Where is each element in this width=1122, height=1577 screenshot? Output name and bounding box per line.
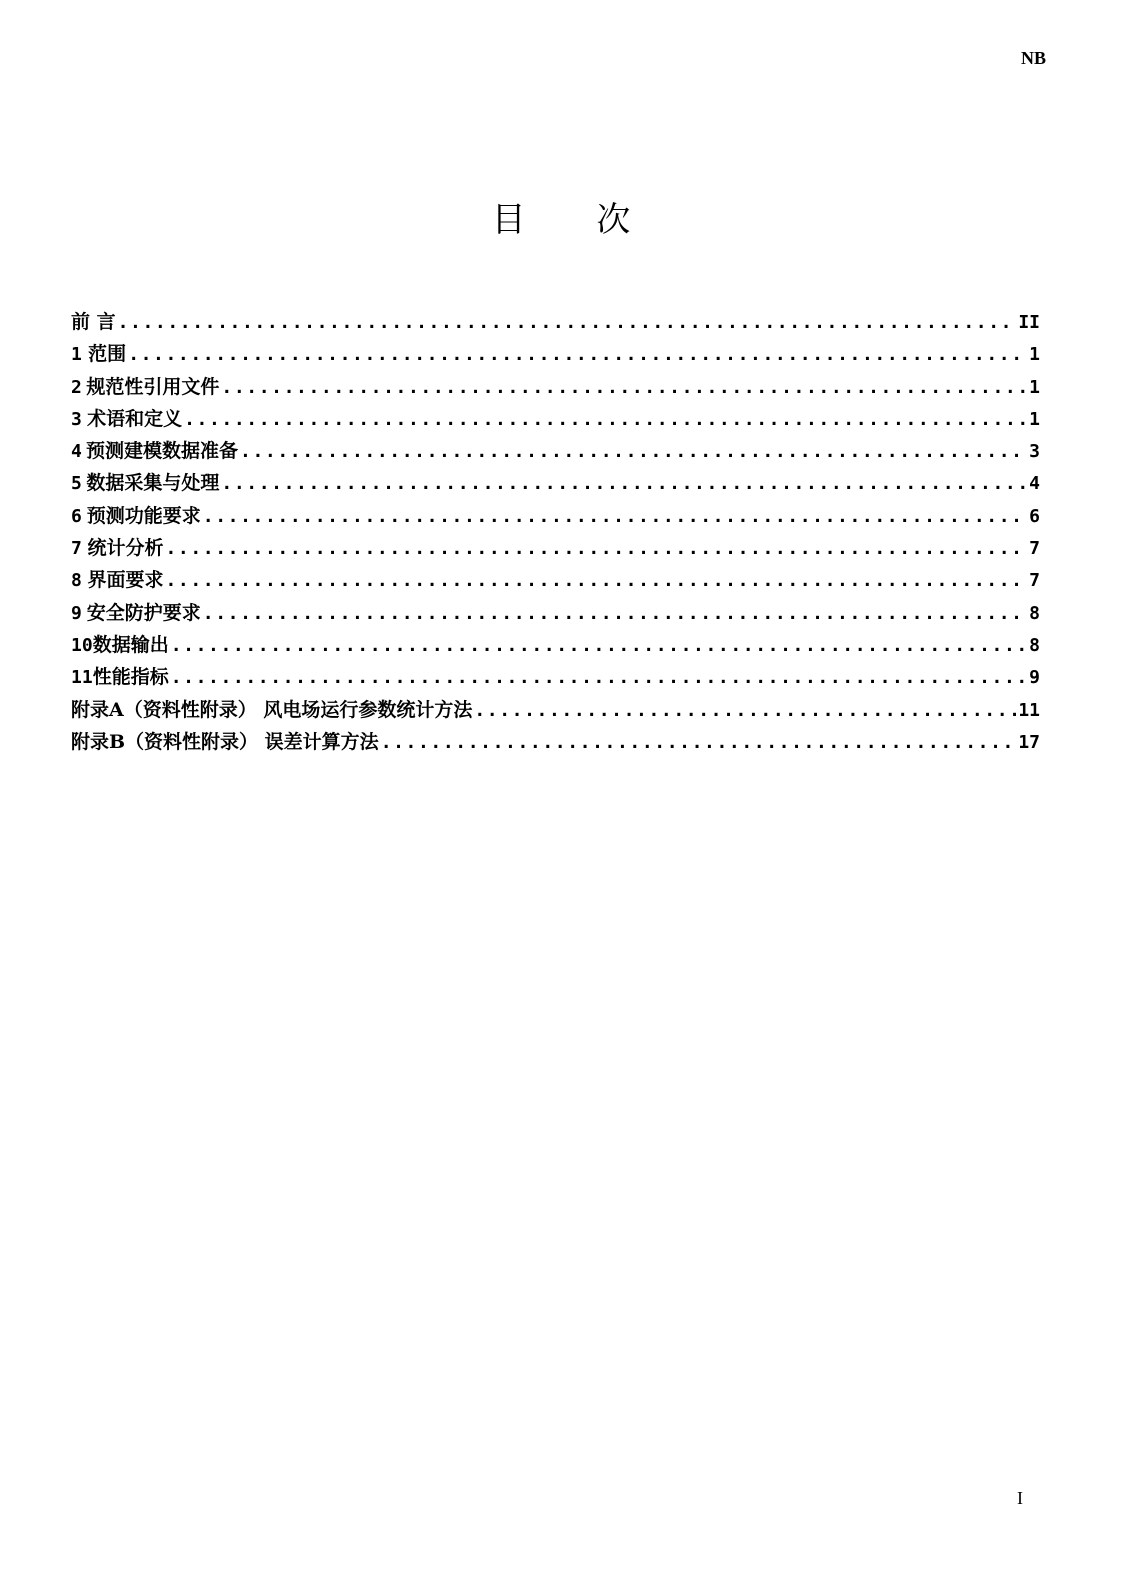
toc-entry-text: 术语和定义: [87, 407, 183, 430]
toc-leader-dots: [221, 468, 1027, 500]
toc-entry-page: 3: [1029, 441, 1040, 463]
toc-entry-2[interactable]: [71, 371, 1040, 403]
toc-list: [71, 306, 1040, 758]
toc-entry-3[interactable]: [71, 403, 1040, 435]
toc-entry-4[interactable]: [71, 435, 1040, 467]
toc-entry-appendix-b[interactable]: [71, 726, 1040, 758]
toc-entry-page: 11: [1018, 699, 1040, 721]
toc-leader-dots: [165, 533, 1027, 565]
toc-entry-text: 规范性引用文件: [86, 375, 220, 398]
toc-entry-number: 1: [71, 344, 82, 366]
toc-leader-dots: [165, 565, 1027, 597]
toc-entry-text: 附录A（资料性附录） 风电场运行参数统计方法: [71, 698, 473, 721]
toc-leader-dots: [240, 436, 1027, 468]
toc-entry-5[interactable]: [71, 467, 1040, 499]
toc-entry-page: 9: [1029, 667, 1040, 689]
toc-entry-number: 4: [71, 441, 82, 463]
toc-entry-number: 9: [71, 602, 82, 624]
toc-leader-dots: [184, 404, 1027, 436]
toc-entry-10[interactable]: [71, 629, 1040, 661]
toc-entry-text: 界面要求: [87, 569, 164, 592]
toc-entry-number: 8: [71, 570, 82, 592]
toc-entry-text: 前 言: [71, 311, 116, 333]
toc-entry-6[interactable]: [71, 500, 1040, 532]
toc-entry-page: 8: [1029, 602, 1040, 624]
toc-entry-text: 范围: [88, 343, 127, 366]
toc-leader-dots: [171, 630, 1027, 662]
toc-entry-number: 6: [71, 505, 82, 527]
toc-entry-number: 5: [71, 473, 82, 495]
toc-entry-1[interactable]: [71, 338, 1040, 370]
toc-entry-text: 预测功能要求: [86, 504, 201, 527]
toc-entry-number: 10: [71, 634, 93, 656]
toc-title: 目 次: [491, 200, 661, 240]
toc-leader-dots: [381, 727, 1017, 759]
toc-entry-appendix-a[interactable]: [71, 694, 1040, 726]
toc-entry-7[interactable]: [71, 532, 1040, 564]
toc-entry-number: 2: [71, 376, 82, 398]
toc-leader-dots: [474, 695, 1016, 727]
toc-entry-text: 预测建模数据准备: [86, 440, 239, 463]
toc-leader-dots: [203, 598, 1027, 630]
toc-entry-text: 数据采集与处理: [86, 472, 220, 495]
toc-entry-text: 附录B（资料性附录） 误差计算方法: [71, 730, 379, 753]
page-number: I: [1017, 1488, 1023, 1508]
toc-entry-page: II: [1018, 312, 1040, 333]
toc-entry-page: 1: [1029, 408, 1040, 430]
toc-leader-dots: [128, 339, 1027, 371]
toc-entry-page: 1: [1029, 344, 1040, 366]
toc-entry-page: 7: [1029, 538, 1040, 560]
toc-entry-page: 4: [1029, 473, 1040, 495]
toc-leader-dots: [221, 372, 1027, 404]
toc-entry-text: 安全防护要求: [86, 601, 201, 624]
toc-leader-dots: [171, 662, 1027, 694]
toc-entry-page: 8: [1029, 634, 1040, 656]
document-code: NB: [1020, 48, 1046, 68]
toc-entry-foreword[interactable]: [71, 306, 1040, 338]
toc-entry-text: 数据输出: [92, 633, 169, 656]
toc-entry-page: 6: [1029, 505, 1040, 527]
toc-entry-8[interactable]: [71, 564, 1040, 596]
toc-entry-text: 统计分析: [87, 537, 164, 560]
toc-entry-number: 11: [71, 667, 93, 689]
toc-entry-page: 1: [1029, 376, 1040, 398]
toc-entry-page: 7: [1029, 570, 1040, 592]
toc-leader-dots: [203, 501, 1027, 533]
toc-leader-dots: [118, 307, 1017, 339]
toc-entry-text: 性能指标: [92, 666, 169, 689]
toc-entry-9[interactable]: [71, 597, 1040, 629]
toc-entry-number: 7: [71, 538, 82, 560]
toc-entry-number: 3: [71, 408, 82, 430]
toc-entry-11[interactable]: [71, 661, 1040, 693]
toc-entry-page: 17: [1018, 731, 1040, 753]
